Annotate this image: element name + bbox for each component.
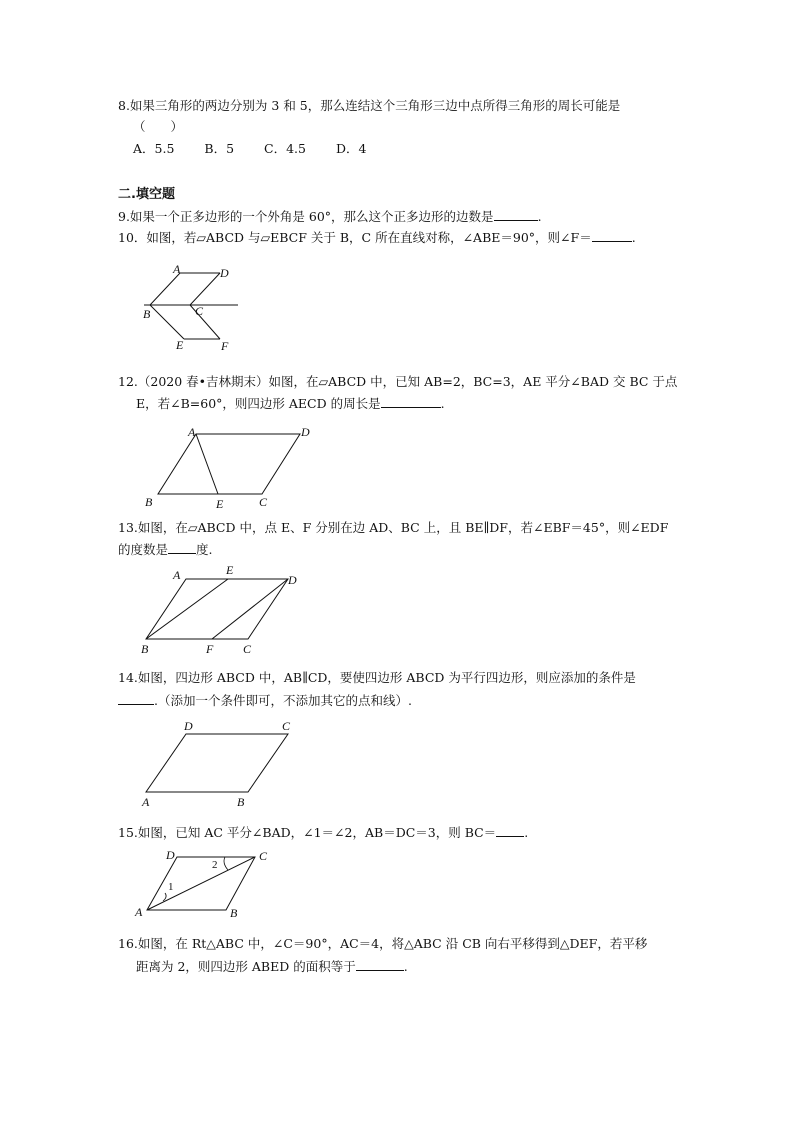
q10-label-e: E <box>176 338 184 352</box>
q13-segment-be <box>146 579 228 639</box>
q15-label-b: B <box>230 906 238 920</box>
q10-label-c: C <box>195 304 204 318</box>
q13-label-e: E <box>226 563 234 577</box>
q13-label-d: D <box>288 573 297 587</box>
q15-angle1-arc <box>163 893 166 901</box>
q10-stem <box>118 229 636 246</box>
q8-stem: 8.如果三角形的两边分别为 3 和 5，那么连结这个三角形三边中点所得三角形的周长可能是 <box>118 98 621 113</box>
q8-option-d[interactable]: D．4 <box>335 141 367 156</box>
q13-parallelogram <box>146 579 288 639</box>
q13-label-f: F <box>206 642 214 656</box>
q12-label-c: C <box>259 495 268 509</box>
q15-label-c: C <box>259 849 268 863</box>
q14-text: .（添加一个条件即可，不添加其它的点和线）. <box>154 693 412 708</box>
q12-figure <box>140 422 320 514</box>
q14-label-c: C <box>282 719 291 733</box>
q13-figure <box>136 562 316 658</box>
q13-stem-line1: 13.如图，在▱ABCD 中，点 E、F 分别在边 AD、BC 上，且 BE∥DF，若∠EBF＝45°，则∠EDF <box>118 520 669 535</box>
q15-text: 15.如图，已知 AC 平分∠BAD，∠1＝∠2，AB＝DC＝3，则 BC＝ <box>118 825 497 840</box>
q12-parallelogram <box>158 434 300 494</box>
q15-label-d: D <box>166 848 175 862</box>
q10-label-f: F <box>221 339 229 353</box>
q16-end: . <box>403 959 408 974</box>
q14-answer-blank[interactable] <box>118 692 154 705</box>
q12-answer-blank[interactable] <box>381 395 441 408</box>
q10-label-a: A <box>173 262 181 276</box>
q10-answer-blank[interactable] <box>592 229 632 242</box>
q8-options <box>133 141 392 157</box>
section-fill-blank-title: 二.填空题 <box>118 187 175 202</box>
q13-text: 的度数是 <box>118 542 169 557</box>
q8-option-c[interactable]: C．4.5 <box>264 141 306 156</box>
q12-label-b: B <box>145 495 153 509</box>
q14-label-b: B <box>237 795 245 809</box>
q16-text: 距离为 2，则四边形 ABED 的面积等于 <box>136 959 356 974</box>
q15-label-a: A <box>135 905 143 919</box>
q13-end: 度. <box>196 542 213 557</box>
q10-label-d: D <box>220 266 229 280</box>
q9-text: 9.如果一个正多边形的一个外角是 60°，那么这个正多边形的边数是 <box>118 209 494 224</box>
q14-label-d: D <box>184 719 193 733</box>
q9-stem <box>118 208 542 225</box>
q14-figure <box>136 716 316 812</box>
q15-answer-blank[interactable] <box>496 824 524 837</box>
q16-answer-blank[interactable] <box>356 958 404 971</box>
q15-stem <box>118 824 528 841</box>
q13-stem-line2 <box>118 541 213 558</box>
q12-label-d: D <box>301 425 310 439</box>
q10-label-b: B <box>143 307 151 321</box>
q16-stem-line2 <box>136 958 408 975</box>
q8-answer-paren: （ ） <box>133 119 184 134</box>
q14-label-a: A <box>142 795 150 809</box>
q12-label-e: E <box>216 497 224 511</box>
q15-label-angle1: 1 <box>168 881 174 893</box>
q13-answer-blank[interactable] <box>168 541 196 554</box>
q12-label-a: A <box>188 425 196 439</box>
q12-segment-ae <box>196 434 218 494</box>
q10-figure <box>136 262 246 354</box>
q8-option-a[interactable]: A．5.5 <box>133 141 175 156</box>
q13-label-b: B <box>141 642 149 656</box>
q10-end: . <box>631 230 636 245</box>
q12-end: . <box>440 396 445 411</box>
q15-diagonal-ac <box>147 857 255 910</box>
q15-end: . <box>524 825 529 840</box>
q12-stem-line2 <box>136 395 445 412</box>
q14-stem-line1: 14.如图，四边形 ABCD 中，AB∥CD，要使四边形 ABCD 为平行四边形，则应添加的条件是 <box>118 670 636 685</box>
q13-segment-fd <box>212 579 288 639</box>
q10-segments-ab-be <box>150 273 184 339</box>
q10-text: 10．如图，若▱ABCD 与▱EBCF 关于 B，C 所在直线对称，∠ABE＝90°，则∠F＝ <box>118 230 592 245</box>
q12-stem-line1: 12.（2020 春•吉林期末）如图，在▱ABCD 中，已知 AB=2，BC=3，AE 平分∠BAD 交 BC 于点 <box>118 374 678 389</box>
q15-label-angle2: 2 <box>212 859 218 871</box>
q16-stem-line1: 16.如图，在 Rt△ABC 中，∠C＝90°，AC＝4，将△ABC 沿 CB 向右平移得到△DEF，若平移 <box>118 936 648 951</box>
q13-label-a: A <box>173 568 181 582</box>
q9-end: . <box>537 209 542 224</box>
q9-answer-blank[interactable] <box>494 208 538 221</box>
q15-angle2-arc <box>224 857 228 870</box>
q15-figure <box>130 844 280 924</box>
q13-label-c: C <box>243 642 252 656</box>
q14-quadrilateral <box>146 734 288 792</box>
q8-option-b[interactable]: B．5 <box>204 141 235 156</box>
q12-text: E，若∠B=60°，则四边形 AECD 的周长是 <box>136 396 381 411</box>
q14-stem-line2 <box>118 692 412 709</box>
